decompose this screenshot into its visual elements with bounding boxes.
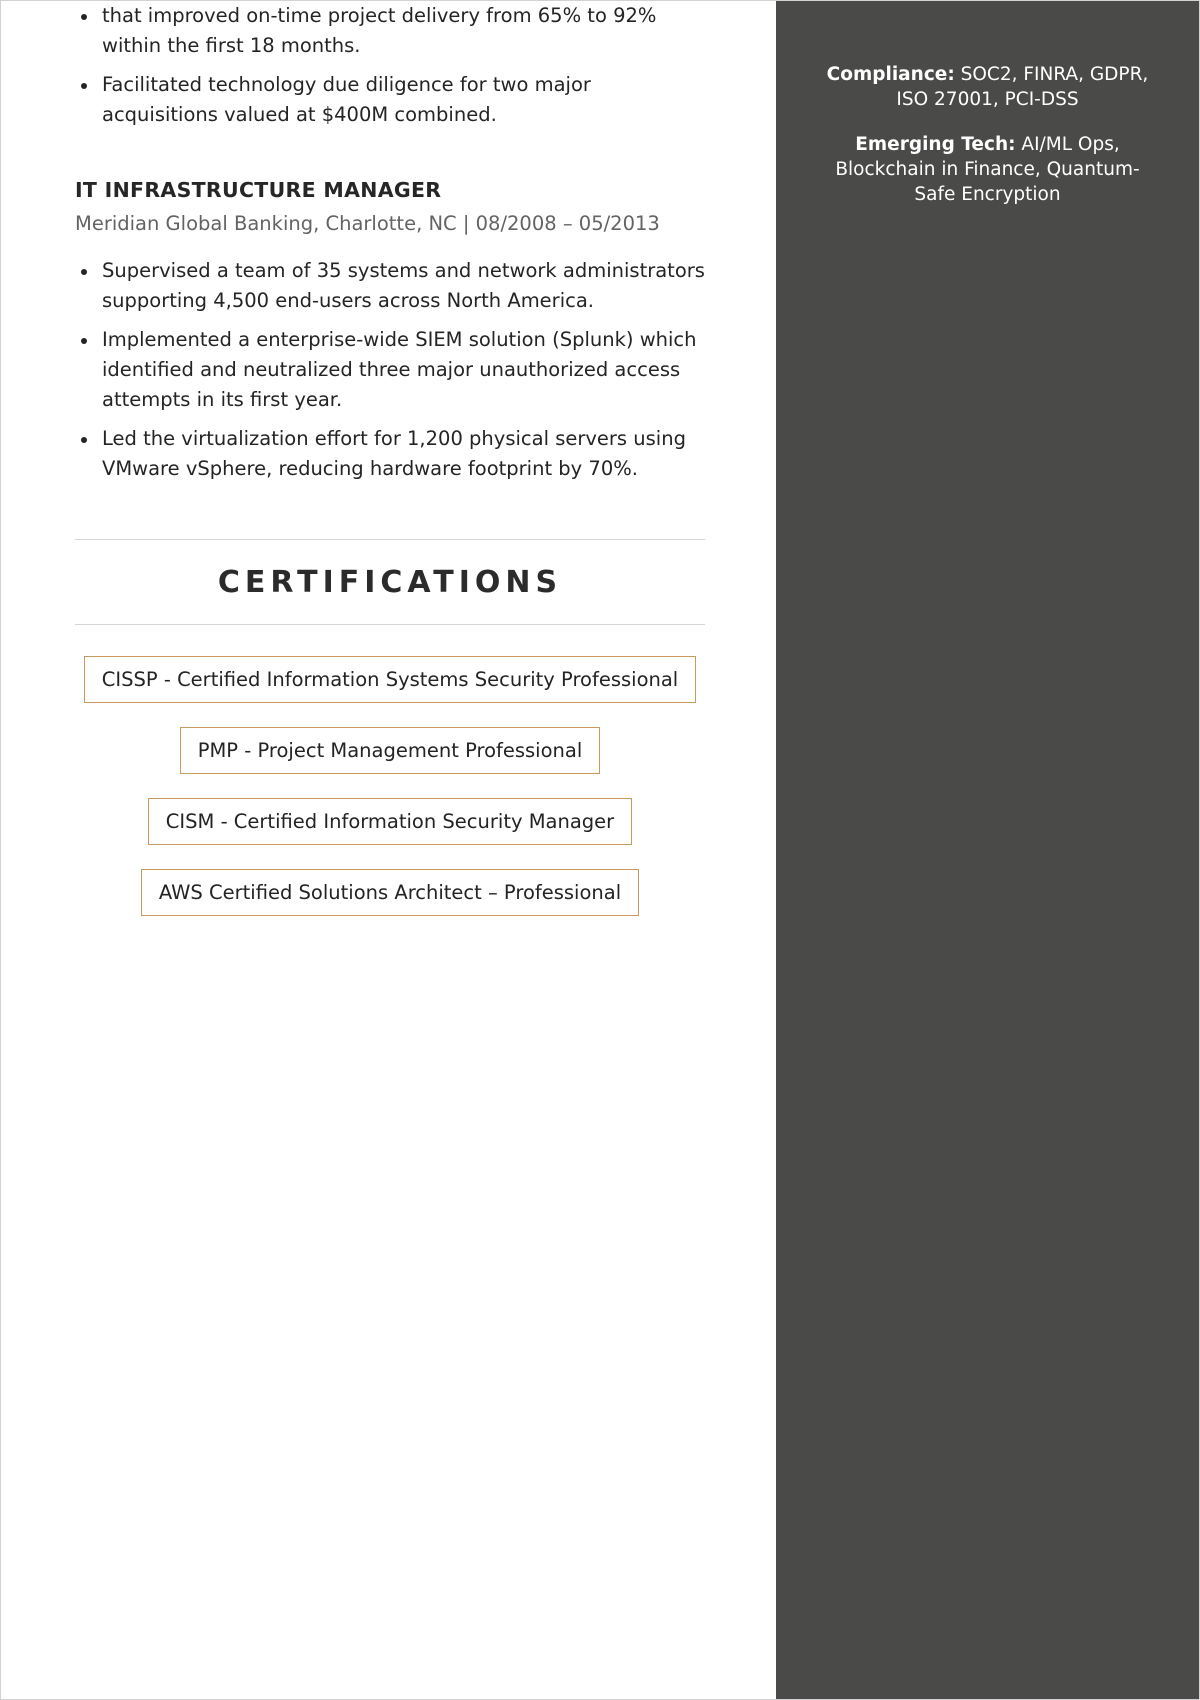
section-divider-top	[75, 539, 705, 540]
skill-emerging-tech	[816, 132, 1159, 207]
skill-compliance	[816, 62, 1159, 112]
main-column	[75, 1, 705, 1699]
job-bullets	[75, 256, 705, 484]
skill-key: Emerging Tech:	[855, 134, 1016, 155]
bullet-item: Led the virtualization effort for 1,200 physical servers using VMware vSphere, reducing hardware footprint by 70%.	[102, 424, 705, 484]
certification-badge: CISSP - Certified Information Systems Security Professional	[84, 656, 696, 703]
bullet-item: Supervised a team of 35 systems and network administrators supporting 4,500 end-users across North America.	[102, 256, 705, 316]
job-meta: Meridian Global Banking, Charlotte, NC | 08/2008 – 05/2013	[75, 212, 660, 235]
job-title: IT INFRASTRUCTURE MANAGER	[75, 178, 442, 202]
certification-badge: AWS Certified Solutions Architect – Professional	[141, 869, 639, 916]
sidebar	[776, 1, 1199, 1699]
previous-job-bullets	[75, 1, 705, 130]
bullet-item: Facilitated technology due diligence for two major acquisitions valued at $400M combined.	[102, 70, 705, 130]
certification-badge: PMP - Project Management Professional	[180, 727, 601, 774]
bullet-item: that improved on-time project delivery from 65% to 92% within the first 18 months.	[102, 1, 705, 61]
certifications-list	[75, 656, 705, 940]
bullet-item: Implemented a enterprise-wide SIEM solution (Splunk) which identified and neutralized three major unauthorized access attempts in its first year.	[102, 325, 705, 415]
skill-value: SOC2, FINRA, GDPR, ISO 27001, PCI-DSS	[896, 64, 1149, 110]
skill-key: Compliance:	[826, 64, 955, 85]
certifications-heading: CERTIFICATIONS	[217, 565, 563, 600]
section-divider-bottom	[75, 624, 705, 625]
certification-badge: CISM - Certified Information Security Manager	[148, 798, 632, 845]
skill-value: AI/ML Ops, Blockchain in Finance, Quantum-Safe Encryption	[835, 134, 1140, 205]
